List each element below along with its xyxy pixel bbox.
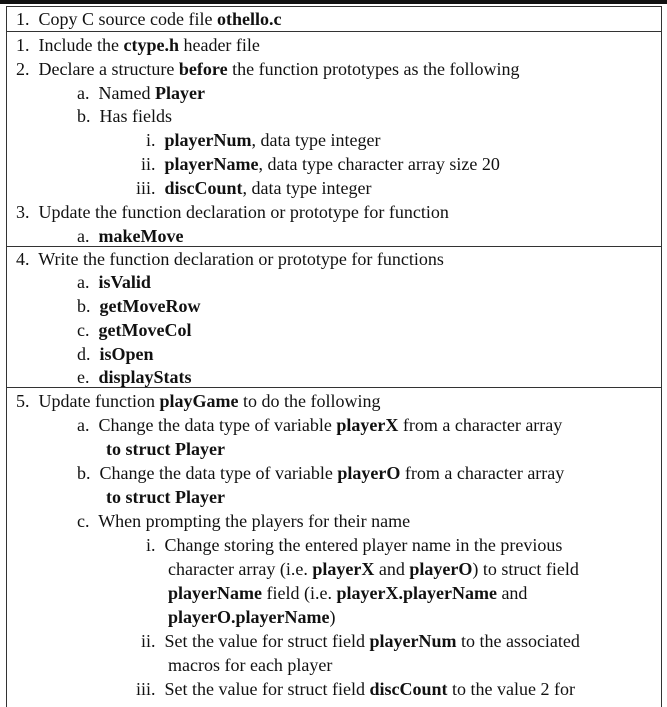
section-divider: [6, 246, 662, 247]
list-item: a. isValid: [77, 272, 151, 292]
list-item: b. Has fields: [77, 106, 172, 126]
list-item: c. getMoveCol: [77, 320, 192, 340]
list-item: i. Change storing the entered player name in the previous: [146, 535, 563, 555]
list-item-continuation: playerO.playerName): [168, 607, 336, 627]
list-item-continuation: playerName field (i.e. playerX.playerName and: [168, 583, 528, 603]
list-item: b. Change the data type of variable playerO from a character array: [77, 463, 565, 483]
list-item: a. Change the data type of variable playerX from a character array: [77, 415, 563, 435]
item-number: 1.: [16, 35, 30, 55]
list-item: 3. Update the function declaration or prototype for function: [16, 202, 449, 222]
list-item: 4. Write the function declaration or prototype for functions: [16, 249, 444, 269]
item-number: 1.: [16, 9, 30, 29]
item-number: 4.: [16, 249, 30, 269]
list-item: a. Named Player: [77, 83, 205, 103]
list-item: ii. playerName, data type character array size 20: [141, 154, 500, 174]
list-item-continuation: character array (i.e. playerX and playerO) to struct field: [168, 559, 579, 579]
list-item: 1. Include the ctype.h header file: [16, 35, 260, 55]
list-item: iii. discCount, data type integer: [136, 178, 372, 198]
item-number: 3.: [16, 202, 30, 222]
item-number: 5.: [16, 391, 30, 411]
list-item: d. isOpen: [77, 344, 154, 364]
list-item-continuation: to struct Player: [106, 439, 225, 459]
list-item: e. displayStats: [77, 367, 192, 387]
list-item: 5. Update function playGame to do the following: [16, 391, 381, 411]
list-item-continuation: macros for each player: [168, 655, 333, 675]
list-item: b. getMoveRow: [77, 296, 201, 316]
list-item: a. makeMove: [77, 226, 184, 246]
list-item: i. playerNum, data type integer: [146, 130, 381, 150]
list-item: c. When prompting the players for their name: [77, 511, 411, 531]
list-item-continuation: to struct Player: [106, 487, 225, 507]
item-number: 2.: [16, 59, 30, 79]
list-item: iii. Set the value for struct field discCount to the value 2 for: [136, 679, 575, 699]
list-item: 1. Copy C source code file othello.c: [16, 9, 282, 29]
list-item: ii. Set the value for struct field playerNum to the associated: [141, 631, 580, 651]
list-item: 2. Declare a structure before the function prototypes as the following: [16, 59, 520, 79]
top-border: [0, 0, 667, 4]
